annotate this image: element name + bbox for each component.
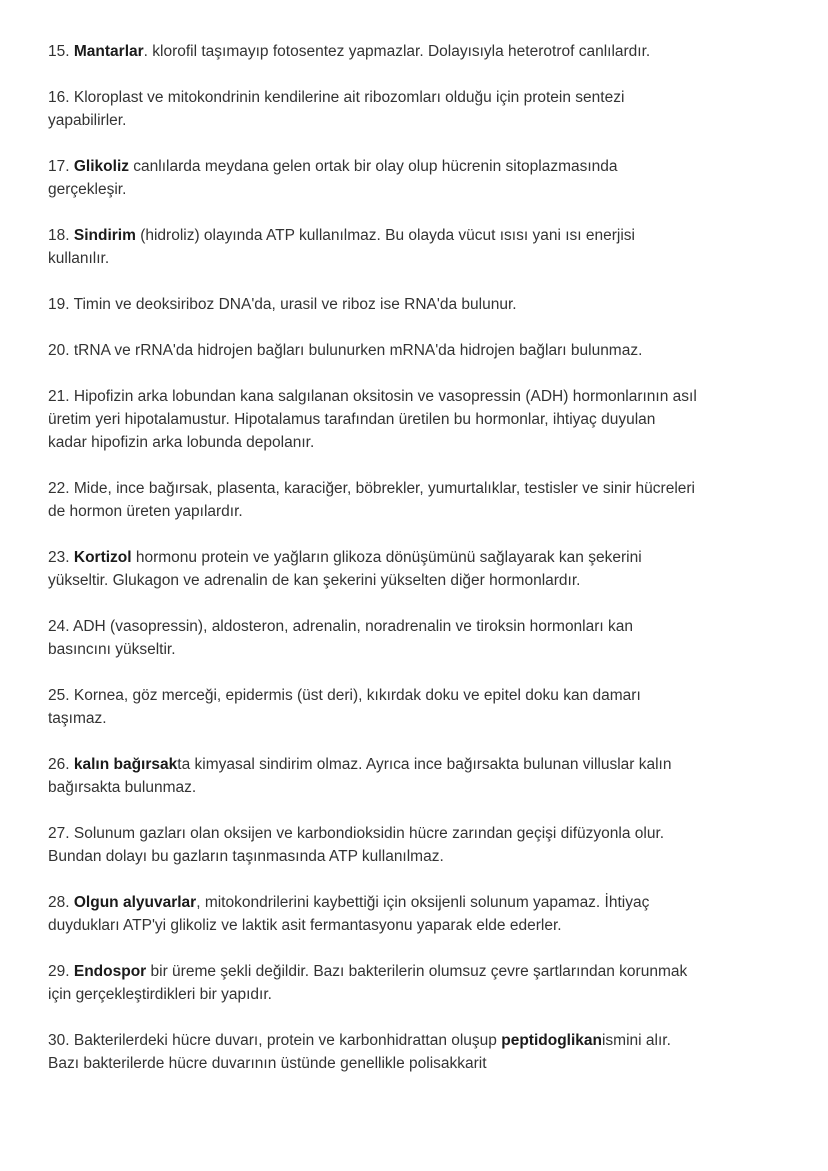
paragraph-item [48,546,698,592]
paragraph-item [48,615,698,661]
paragraph-item [48,1029,698,1075]
bold-term: Kortizol [73,549,132,566]
item-number: 22. [48,480,70,497]
item-text: hormonu protein ve yağların glikoza dönüşümünü sağlayarak kan şekerini yükseltir. Glukagon ve adrenalin de kan şekerini yükselten diğer hormonlardır. [48,549,642,589]
paragraph-item [48,822,698,868]
paragraph-item [48,86,698,132]
item-number: 18. [48,227,70,244]
item-text: tRNA ve rRNA'da hidrojen bağları bulunurken mRNA'da hidrojen bağları bulunmaz. [69,342,643,359]
paragraph-item [48,155,698,201]
item-text: Bakterilerdeki hücre duvarı, protein ve karbonhidrattan oluşup [69,1032,502,1049]
item-text: ADH (vasopressin), aldosteron, adrenalin, noradrenalin ve tiroksin hormonları kan basıncını yükseltir. [48,618,634,658]
paragraph-item [48,477,698,523]
item-text: (hidroliz) olayında ATP kullanılmaz. Bu olayda vücut ısısı yani ısı enerjisi kullanılır. [48,227,635,267]
item-text: Hipofizin arka lobundan kana salgılanan oksitosin ve vasopressin (ADH) hormonlarının asıl üretim yeri hipotalamustur. Hipotalamus tarafından üretilen bu hormonlar, ihtiyaç duyulan kadar hipofizin arka lobunda depolanır. [48,388,697,451]
item-number: 25. [48,687,70,704]
item-text: . klorofil taşımayıp fotosentez yapmazlar. Dolayısıyla heterotrof canlılardır. [143,43,651,60]
item-number: 30. [48,1032,70,1049]
item-text: Kornea, göz merceği, epidermis (üst deri), kıkırdak doku ve epitel doku kan damarı taşımaz. [48,687,641,727]
item-number: 20. [48,342,70,359]
bold-term: Glikoliz [73,158,129,175]
bold-term: Mantarlar [73,43,144,60]
item-number: 16. [48,89,70,106]
paragraph-item [48,684,698,730]
item-number: 29. [48,963,70,980]
bold-term: peptidoglikan [501,1032,602,1049]
paragraph-item [48,224,698,270]
document-body [48,40,698,1098]
item-number: 19. [48,296,70,313]
item-number: 15. [48,43,70,60]
paragraph-item [48,891,698,937]
item-text: canlılarda meydana gelen ortak bir olay olup hücrenin sitoplazmasında gerçekleşir. [48,158,618,198]
paragraph-item [48,339,698,362]
item-text: Mide, ince bağırsak, plasenta, karaciğer, böbrekler, yumurtalıklar, testisler ve sinir hücreleri de hormon üreten yapılardır. [48,480,696,520]
paragraph-item [48,385,698,454]
paragraph-item [48,40,698,63]
paragraph-item [48,753,698,799]
item-number: 26. [48,756,70,773]
bold-term: Olgun alyuvarlar [73,894,197,911]
item-text: Timin ve deoksiriboz DNA'da, urasil ve riboz ise RNA'da bulunur. [69,296,517,313]
item-text: Kloroplast ve mitokondrinin kendilerine ait ribozomları olduğu için protein sentezi yapabilirler. [48,89,625,129]
item-text: , mitokondrilerini kaybettiği için oksijenli solunum yapamaz. İhtiyaç duydukları ATP'yi glikoliz ve laktik asit fermantasyonu yaparak elde ederler. [48,894,650,934]
bold-term: Sindirim [73,227,136,244]
paragraph-item [48,960,698,1006]
item-number: 23. [48,549,70,566]
bold-term: Endospor [73,963,147,980]
item-number: 24. [48,618,70,635]
item-number: 27. [48,825,70,842]
paragraph-item [48,293,698,316]
item-text: bir üreme şekli değildir. Bazı bakterilerin olumsuz çevre şartlarından korunmak için gerçekleştirdikleri bir yapıdır. [48,963,688,1003]
item-number: 28. [48,894,70,911]
item-text: ismini alır. Bazı bakterilerde hücre duvarının üstünde genellikle polisakkarit [48,1032,671,1072]
bold-term: kalın bağırsak [73,756,178,773]
item-text: Solunum gazları olan oksijen ve karbondioksidin hücre zarından geçişi difüzyonla olur. Bundan dolayı bu gazların taşınmasında ATP kullanılmaz. [48,825,665,865]
item-number: 21. [48,388,70,405]
item-text: ta kimyasal sindirim olmaz. Ayrıca ince bağırsakta bulunan villuslar kalın bağırsakta bulunmaz. [48,756,672,796]
item-number: 17. [48,158,70,175]
